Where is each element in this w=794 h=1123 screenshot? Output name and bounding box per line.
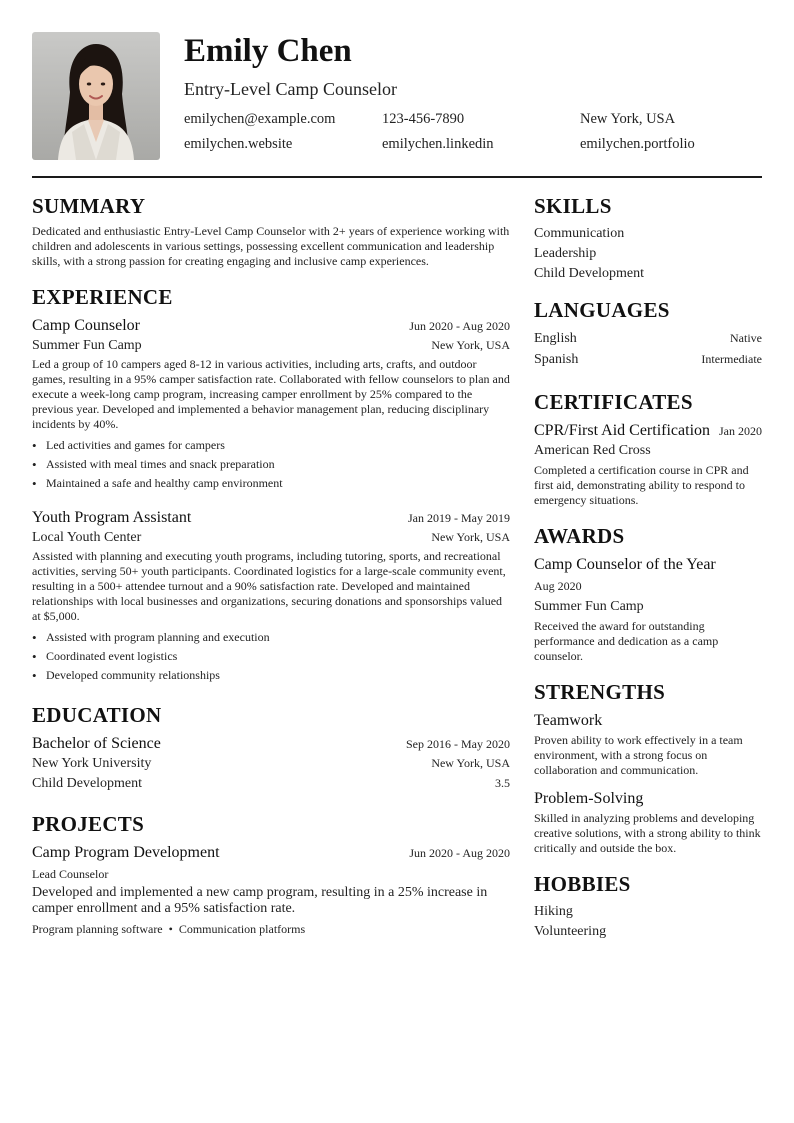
experience-bullet: • Assisted with program planning and execution (32, 628, 510, 647)
experience-location: New York, USA (431, 530, 510, 544)
language-row (534, 328, 762, 349)
strength-description: Skilled in analyzing problems and developing creative solutions, with a strong ability to think critically and outside the box. (534, 811, 761, 855)
contact-portfolio[interactable]: emilychen.portfolio (580, 136, 695, 152)
header-divider (32, 176, 762, 178)
experience-bullets (32, 436, 510, 493)
experience-role: Camp Counselor (32, 317, 140, 334)
skill-item: Leadership (534, 246, 597, 261)
language-level: Native (730, 331, 762, 345)
certificates-heading: CERTIFICATES (534, 390, 693, 414)
language-row (534, 349, 762, 370)
profile-photo (32, 32, 160, 160)
education-gpa: 3.5 (495, 776, 510, 790)
experience-item (32, 315, 510, 493)
skills-list (534, 224, 762, 284)
certificate-name: CPR/First Aid Certification (534, 422, 711, 439)
certificate-date: Jan 2020 (719, 424, 762, 438)
strength-item (534, 710, 762, 778)
experience-item (32, 507, 510, 685)
experience-dates: Jun 2020 - Aug 2020 (409, 319, 510, 333)
project-name: Camp Program Development (32, 844, 220, 861)
education-heading: EDUCATION (32, 703, 162, 727)
award-name: Camp Counselor of the Year (534, 556, 716, 573)
summary-section (32, 192, 510, 269)
award-issuer: Summer Fun Camp (534, 599, 644, 614)
summary-heading: SUMMARY (32, 194, 146, 218)
experience-heading: EXPERIENCE (32, 285, 173, 309)
experience-location: New York, USA (431, 338, 510, 352)
skill-item: Child Development (534, 266, 645, 281)
languages-section (534, 296, 762, 370)
experience-bullet: • Coordinated event logistics (32, 647, 510, 666)
experience-role: Youth Program Assistant (32, 509, 192, 526)
project-tool: Program planning software (32, 922, 163, 936)
skills-section (534, 192, 762, 284)
language-level: Intermediate (701, 352, 762, 366)
hobbies-section (534, 870, 762, 942)
education-dates: Sep 2016 - May 2020 (406, 737, 510, 751)
certificates-section (534, 388, 762, 508)
tool-separator: • (168, 922, 173, 936)
experience-bullets (32, 628, 510, 685)
experience-bullet: • Led activities and games for campers (32, 436, 510, 455)
hobby-item: Volunteering (534, 924, 607, 939)
projects-section (32, 810, 510, 939)
experience-section (32, 283, 510, 685)
experience-org: Local Youth Center (32, 530, 142, 545)
left-column (32, 192, 510, 939)
skills-heading: SKILLS (534, 194, 612, 218)
education-field: Child Development (32, 776, 143, 791)
strength-name: Problem-Solving (534, 790, 644, 807)
award-date: Aug 2020 (534, 579, 582, 593)
language-name: Spanish (534, 352, 579, 367)
strengths-heading: STRENGTHS (534, 680, 666, 704)
award-description: Received the award for outstanding performance and dedication as a camp counselor. (534, 619, 719, 663)
contact-location: New York, USA (580, 111, 676, 127)
hobbies-list (534, 902, 762, 942)
hobbies-heading: HOBBIES (534, 872, 631, 896)
education-degree: Bachelor of Science (32, 735, 161, 752)
candidate-name: Emily Chen (184, 33, 352, 69)
certificate-issuer: American Red Cross (534, 443, 651, 458)
experience-bullet: • Maintained a safe and healthy camp environment (32, 474, 510, 493)
education-school: New York University (32, 756, 152, 771)
right-column (534, 192, 762, 942)
summary-text: Dedicated and enthusiastic Entry-Level Camp Counselor with 2+ years of experience working with children and adolescents in various settings, possessing excellent communication and leadership skills, with a strong passion for creating engaging and inclusive camp experiences. (32, 224, 510, 268)
header-info (184, 32, 762, 155)
strength-description: Proven ability to work effectively in a team environment, with a strong focus on collaboration and communication. (534, 733, 743, 777)
hobby-item: Hiking (534, 904, 573, 919)
strength-item (534, 788, 762, 856)
awards-section (534, 522, 762, 664)
contact-phone[interactable]: 123-456-7890 (382, 111, 465, 127)
strength-name: Teamwork (534, 712, 603, 729)
contact-linkedin[interactable]: emilychen.linkedin (382, 136, 494, 152)
project-role: Lead Counselor (32, 867, 109, 881)
project-description: Developed and implemented a new camp program, resulting in a 25% increase in camper enrollment and a 95% satisfaction rate. (32, 885, 488, 916)
experience-org: Summer Fun Camp (32, 338, 142, 353)
strengths-section (534, 678, 762, 856)
experience-dates: Jan 2019 - May 2019 (408, 511, 510, 525)
project-dates: Jun 2020 - Aug 2020 (409, 846, 510, 860)
contact-email[interactable]: emilychen@example.com (184, 111, 336, 127)
projects-heading: PROJECTS (32, 812, 145, 836)
experience-bullet: • Assisted with meal times and snack preparation (32, 455, 510, 474)
experience-description: Led a group of 10 campers aged 8-12 in various activities, including arts, crafts, and outdoor games, resulting in a 95% camper satisfaction rate. Collaborated with fellow counselors to plan and execute a week-long camp program, increasing camper enrollment by 25% compared to the previous year. Developed and implemented a behavior management plan, reducing disciplinary incidents by 40%. (32, 357, 510, 431)
resume-header (32, 32, 762, 160)
skill-item: Communication (534, 226, 625, 241)
experience-bullet: • Developed community relationships (32, 666, 510, 685)
languages-heading: LANGUAGES (534, 298, 670, 322)
education-location: New York, USA (431, 756, 510, 770)
awards-heading: AWARDS (534, 524, 625, 548)
project-tool: Communication platforms (178, 922, 306, 936)
project-tools (32, 919, 510, 939)
certificate-description: Completed a certification course in CPR and first aid, demonstrating ability to respond to emergency situations. (534, 463, 749, 507)
education-section (32, 701, 510, 794)
language-name: English (534, 331, 577, 346)
contact-grid (184, 109, 762, 155)
candidate-title: Entry-Level Camp Counselor (184, 79, 397, 99)
experience-description: Assisted with planning and executing youth programs, including tutoring, sports, and recreational activities, serving 50+ youth participants. Coordinated logistics for a large-scale community event, resulting in a 500+ attendee turnout and a 90% satisfaction rate. Developed and maintained relationships with local businesses and organizations, securing donations and sponsorships valued at $5,000. (32, 549, 506, 623)
contact-website[interactable]: emilychen.website (184, 136, 293, 152)
